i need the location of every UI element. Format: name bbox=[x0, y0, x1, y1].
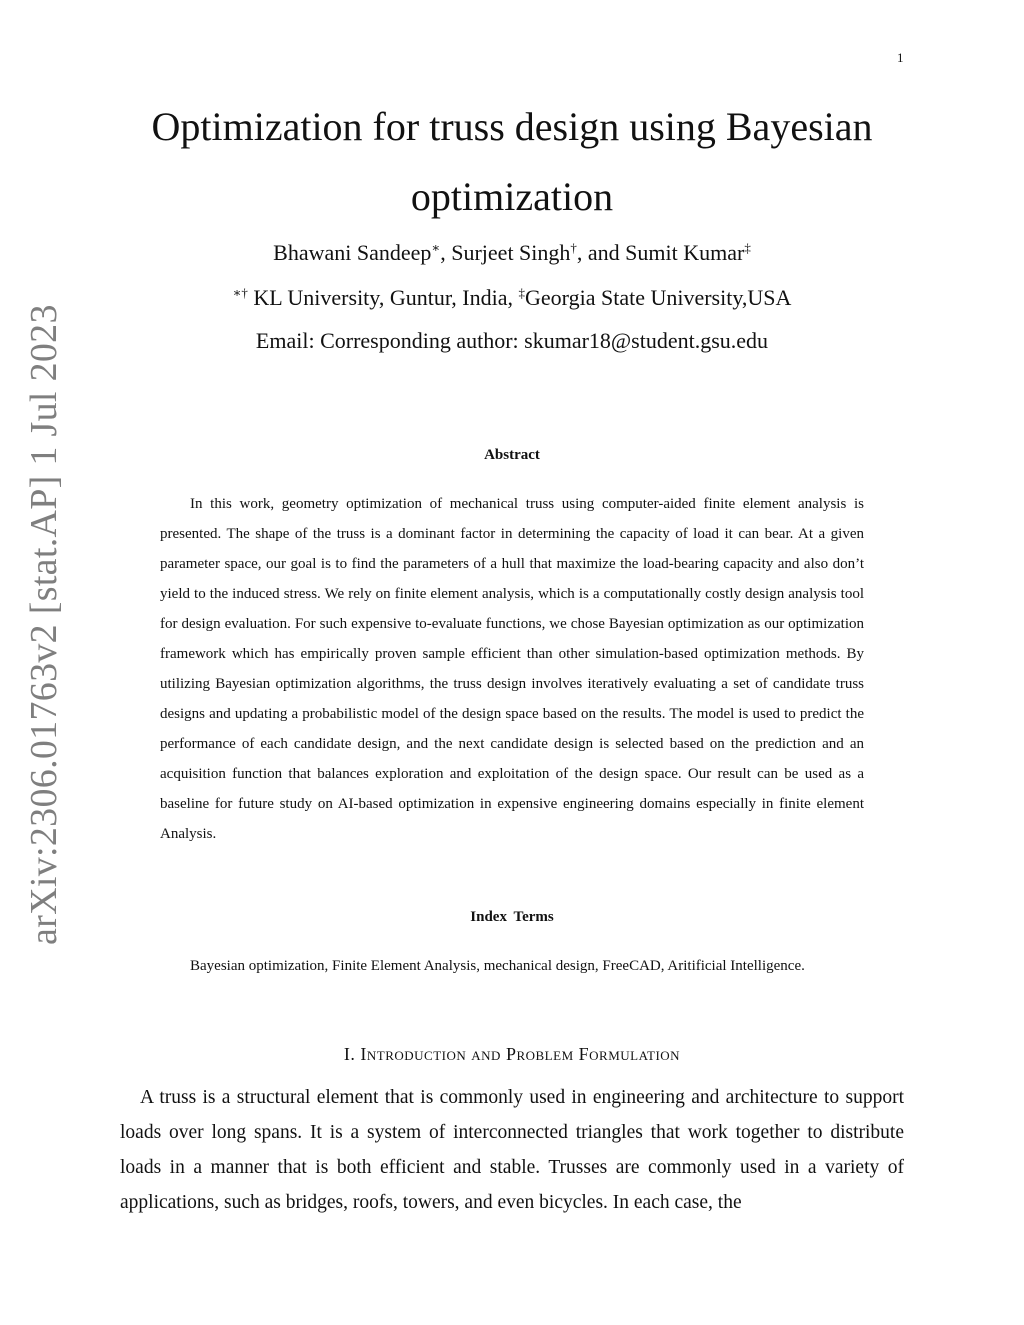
author-name: Bhawani Sandeep bbox=[273, 240, 432, 265]
arxiv-identifier: arXiv:2306.01763v2 [stat.AP] 1 Jul 2023 bbox=[23, 304, 65, 945]
author-mark: † bbox=[570, 240, 577, 255]
author-mark: ‡ bbox=[744, 240, 751, 255]
section-body-text: A truss is a structural element that is commonly used in engineering and architecture to support loads over long spans. It is a system of interconnected triangles that work together to distribute loads in a manner that is both efficient and stable. Trusses are commonly used in a variety of applications, such as bridges, roofs, towers, and even bicycles. In each case, the bbox=[120, 1087, 904, 1213]
corresponding-email: Email: Corresponding author: skumar18@student.gsu.edu bbox=[255, 328, 769, 353]
paper-title: Optimization for truss design using Bayesian optimization bbox=[151, 104, 873, 219]
affiliations bbox=[120, 285, 904, 311]
index-terms-heading: Index Terms bbox=[470, 909, 554, 925]
affiliation-institution: Georgia State University,USA bbox=[525, 285, 792, 310]
affiliation-mark: ‡ bbox=[518, 285, 526, 300]
page-number: 1 bbox=[897, 50, 904, 65]
index-terms-text: Bayesian optimization, Finite Element Analysis, mechanical design, FreeCAD, Aritificial Intelligence. bbox=[190, 958, 805, 974]
author-name: Surjeet Singh bbox=[451, 240, 571, 265]
author-list: Bhawani Sandeep∗, Surjeet Singh†, and Sumit Kumar‡ bbox=[273, 240, 751, 265]
author-mark: ∗ bbox=[431, 240, 441, 255]
abstract-heading: Abstract bbox=[484, 447, 540, 463]
affiliation-institution: KL University, Guntur, India, bbox=[253, 285, 514, 310]
author-conjunction: and bbox=[587, 240, 620, 265]
affiliation-mark: ∗† bbox=[232, 285, 248, 300]
abstract-text: In this work, geometry optimization of mechanical truss using computer-aided finite element analysis is presented. The shape of the truss is a dominant factor in determining the capacity of load it can bear. At a given parameter space, our goal is to find the parameters of a hull that maximize the load-bearing capacity and also don’t yield to the induced stress. We rely on finite element analysis, which is a computationally costly design analysis tool for design evaluation. For such expensive to-evaluate functions, we chose Bayesian optimization as our optimization framework which has empirically proven sample efficient than other simulation-based optimization methods. By utilizing Bayesian optimization algorithms, the truss design involves iteratively evaluating a set of candidate truss designs and updating a probabilistic model of the design space based on the results. The model is used to predict the performance of each candidate design, and the next candidate design is selected based on the prediction and an acquisition function that balances exploration and exploitation of the design space. Our result can be used as a baseline for future study on AI-based optimization in expensive engineering domains especially in finite element Analysis. bbox=[160, 496, 864, 842]
author-name: Sumit Kumar bbox=[625, 240, 745, 265]
section-heading: I. Introduction and Problem Formulation bbox=[343, 1044, 681, 1064]
